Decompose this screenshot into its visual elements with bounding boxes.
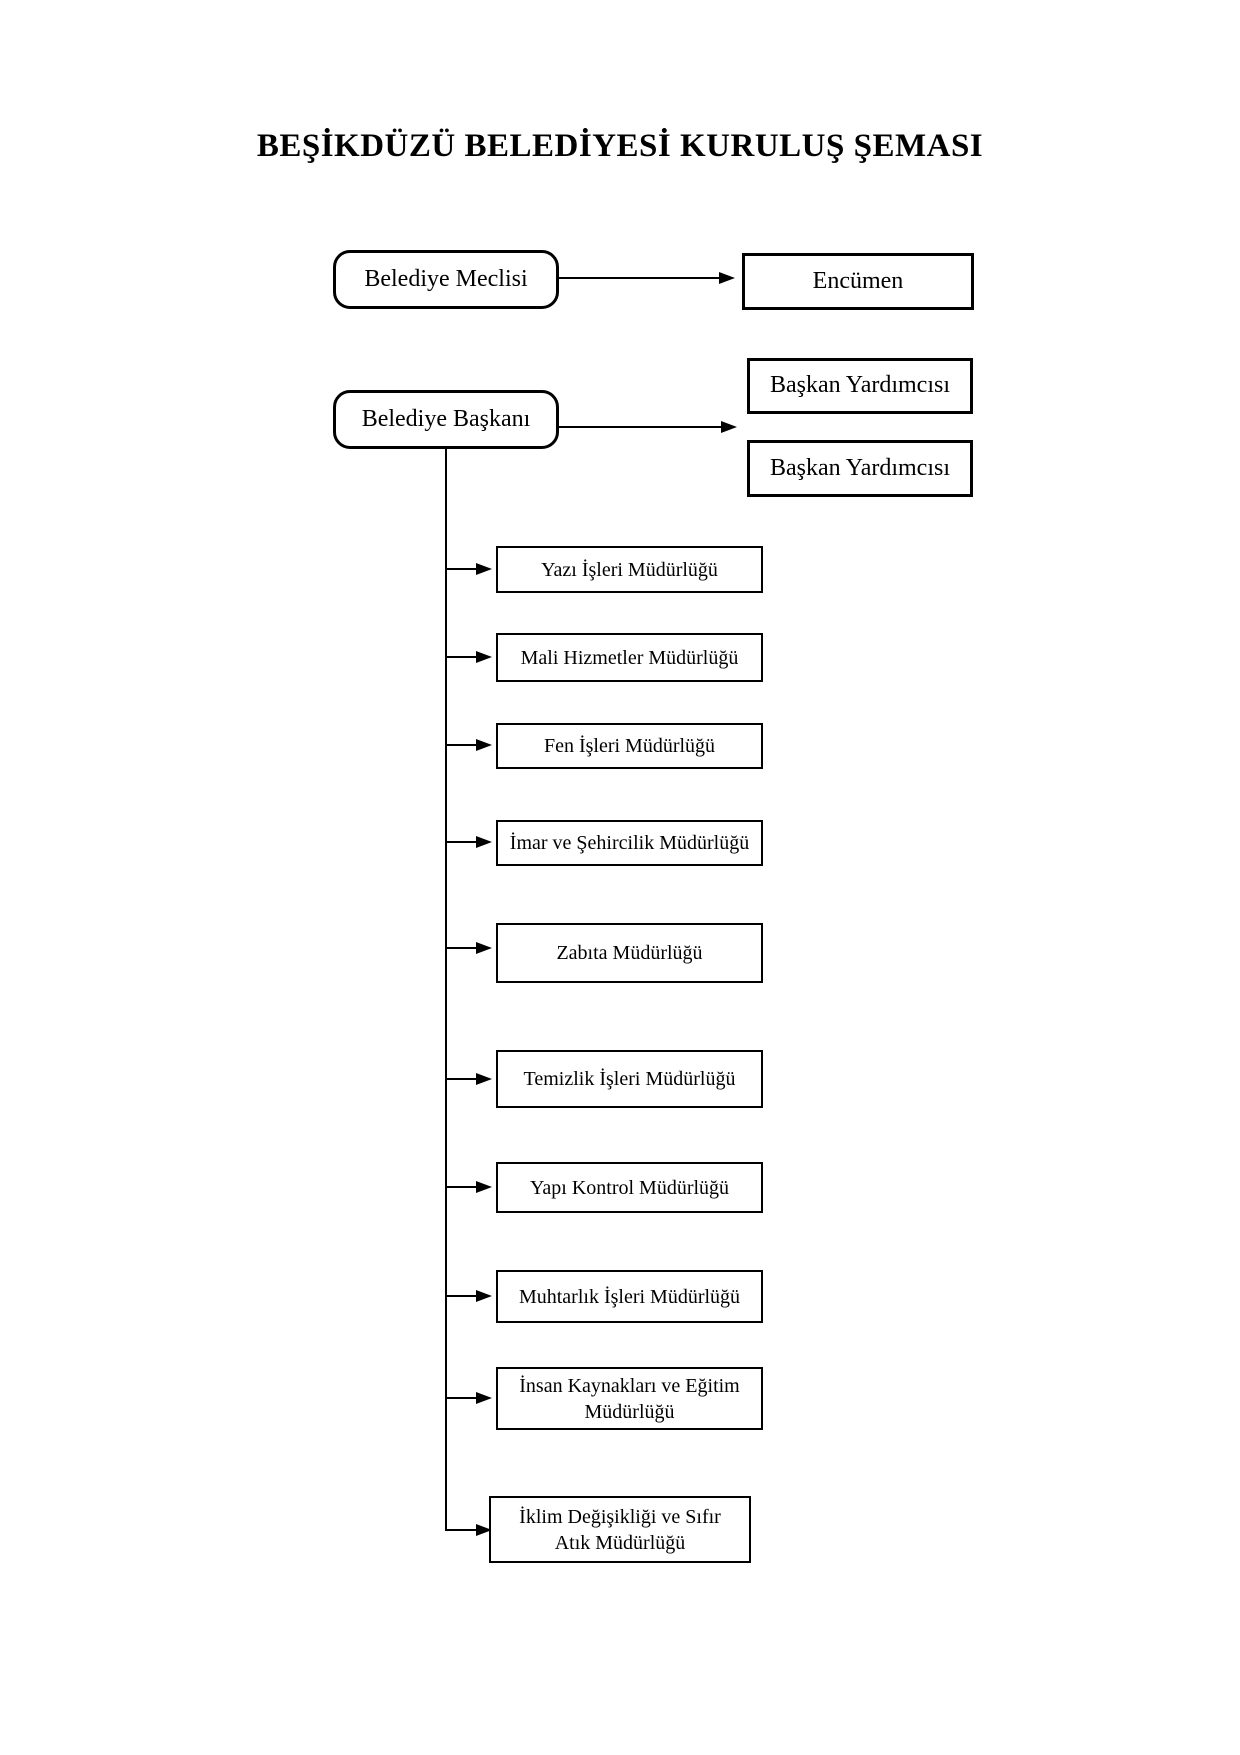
org-box-label: Başkan Yardımcısı — [770, 454, 950, 481]
org-box-imar-sehircilik-mudurlugu — [496, 820, 763, 866]
org-box-label-line-2: Atık Müdürlüğü — [554, 1531, 686, 1554]
org-box-label-line-1: İnsan Kaynakları ve Eğitim — [519, 1374, 740, 1397]
arrow-branch-yazi-isleri — [446, 568, 476, 570]
org-box-zabita-mudurlugu — [496, 923, 763, 983]
page-title: BEŞİKDÜZÜ BELEDİYESİ KURULUŞ ŞEMASI — [256, 128, 984, 164]
org-box-label: Zabıta Müdürlüğü — [556, 942, 703, 964]
arrow-branch-temizlik-isleri — [446, 1078, 476, 1080]
org-box-belediye-baskani — [333, 390, 559, 449]
org-box-yazi-isleri-mudurlugu — [496, 546, 763, 593]
arrow-meclis-to-encumen — [559, 277, 719, 279]
org-box-belediye-meclisi — [333, 250, 559, 309]
org-box-label: Mali Hizmetler Müdürlüğü — [520, 646, 739, 669]
org-box-label: Encümen — [812, 267, 904, 294]
org-box-label: Fen İşleri Müdürlüğü — [543, 735, 716, 757]
arrow-branch-yapi-kontrol — [446, 1186, 476, 1188]
org-box-label-line-2: Müdürlüğü — [584, 1400, 675, 1423]
arrow-branch-imar-sehircilik — [446, 841, 476, 843]
org-box-fen-isleri-mudurlugu — [496, 723, 763, 769]
arrow-branch-insan-kaynaklari — [446, 1397, 476, 1399]
org-box-label: Belediye Meclisi — [364, 265, 528, 292]
org-box-label: Başkan Yardımcısı — [770, 372, 950, 399]
org-box-mali-hizmetler-mudurlugu — [496, 633, 763, 682]
org-box-temizlik-isleri-mudurlugu — [496, 1050, 763, 1108]
org-box-label: Belediye Başkanı — [361, 405, 531, 432]
org-box-iklim-degisikligi-sifir-atik-mudurlugu — [489, 1496, 751, 1563]
org-box-muhtarlik-isleri-mudurlugu — [496, 1270, 763, 1323]
connector-trunk — [445, 447, 447, 1531]
arrow-branch-mali-hizmetler — [446, 656, 476, 658]
org-box-baskan-yardimcisi-2 — [747, 440, 973, 497]
org-box-yapi-kontrol-mudurlugu — [496, 1162, 763, 1213]
org-box-label-line-1: İklim Değişikliği ve Sıfır — [519, 1505, 721, 1528]
org-box-baskan-yardimcisi-1 — [747, 358, 973, 414]
org-box-label: Yapı Kontrol Müdürlüğü — [529, 1176, 730, 1199]
org-box-label: İmar ve Şehircilik Müdürlüğü — [509, 832, 750, 854]
arrow-branch-muhtarlik-isleri — [446, 1295, 476, 1297]
org-box-label: Yazı İşleri Müdürlüğü — [541, 558, 718, 581]
org-box-encumen — [742, 253, 974, 310]
org-box-label: Temizlik İşleri Müdürlüğü — [523, 1068, 736, 1090]
org-box-insan-kaynaklari-egitim-mudurlugu — [496, 1367, 763, 1430]
arrow-branch-iklim-degisikligi — [446, 1529, 476, 1531]
arrow-branch-zabita — [446, 947, 476, 949]
arrow-branch-fen-isleri — [446, 744, 476, 746]
arrow-baskan-to-yardimcilar — [559, 426, 721, 428]
org-box-label: Muhtarlık İşleri Müdürlüğü — [518, 1285, 741, 1308]
